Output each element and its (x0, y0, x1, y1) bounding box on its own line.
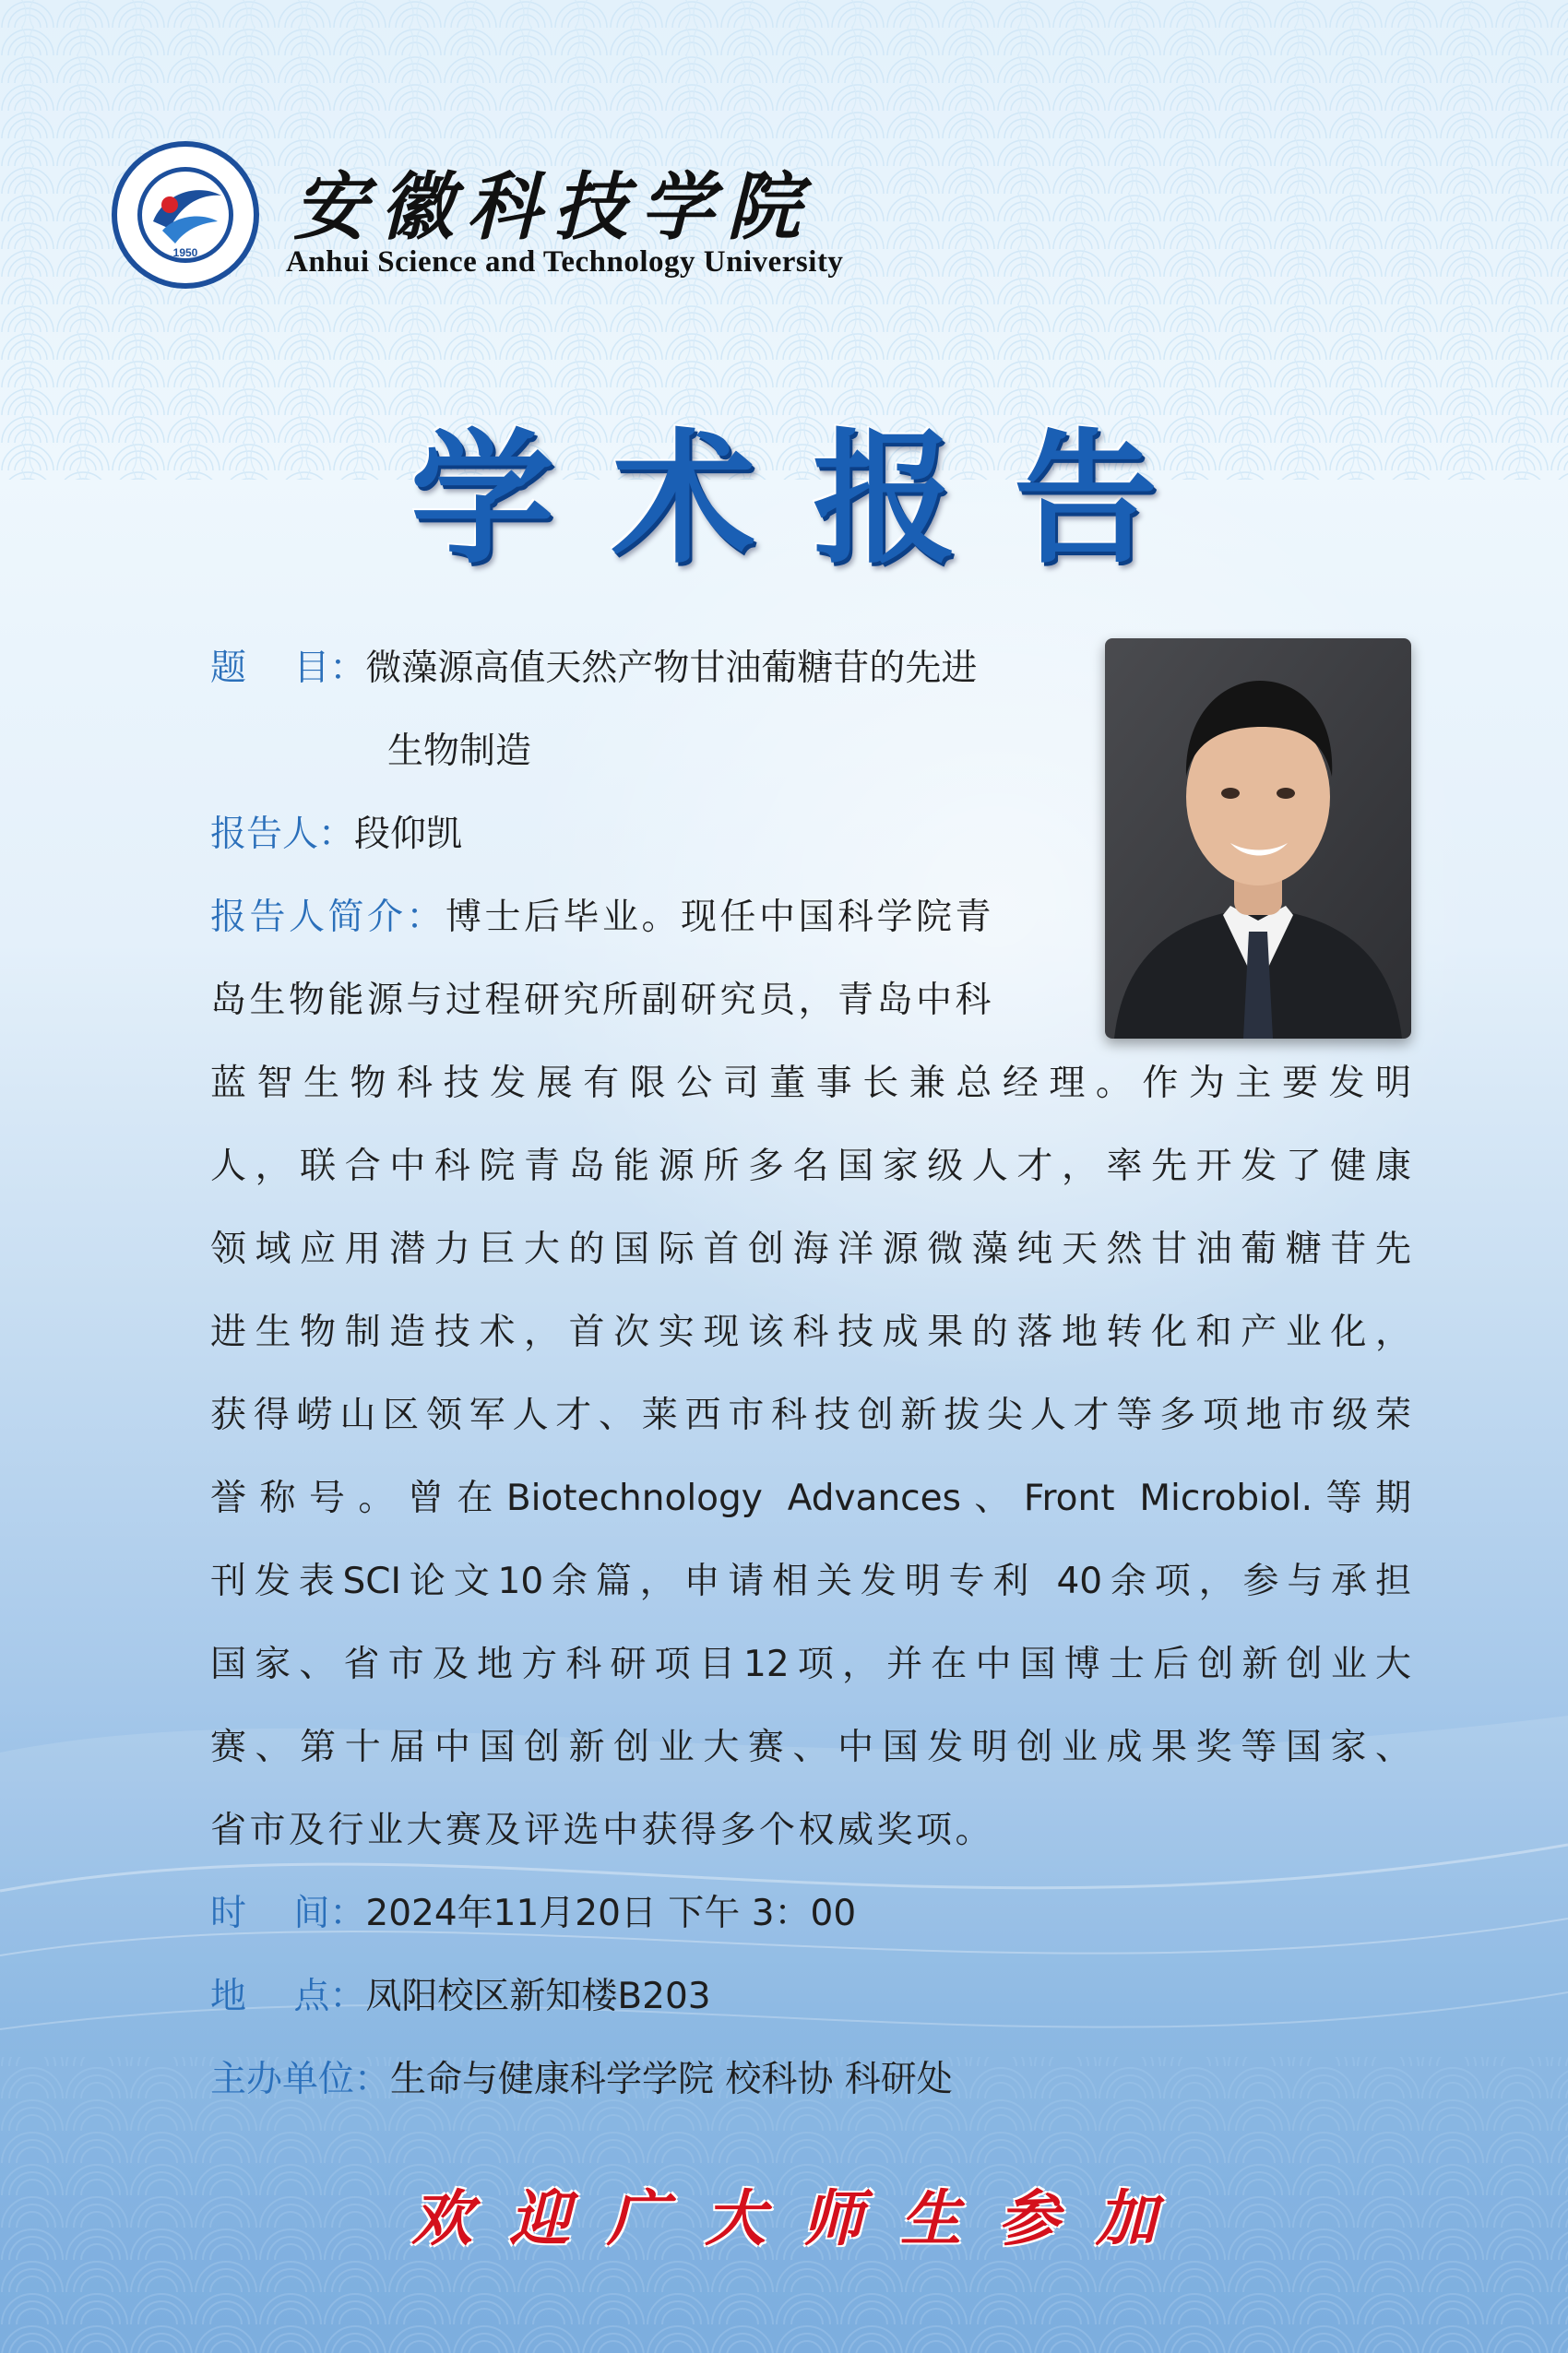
bio-label: 报告人简介： (210, 897, 446, 938)
place-value: 凤阳校区新知楼B203 (365, 1976, 711, 2017)
host-value: 生命与健康科学学院 校科协 科研处 (390, 2059, 953, 2100)
bio-line-2: 岛生物能源与过程研究所副研究员，青岛中科 (210, 980, 995, 1021)
bio-line-1: 博士后毕业。现任中国科学院青 (445, 897, 995, 938)
host-row (210, 2038, 953, 2121)
speaker-photo (1105, 638, 1411, 1039)
bio-line-10: 国家、省市及地方科研项目12项，并在中国博士后创新创业大 (210, 1644, 1411, 1685)
svg-text:1950: 1950 (172, 246, 198, 259)
host-label: 主办单位： (210, 2059, 391, 2100)
bio-line-11: 赛、第十届中国创新创业大赛、中国发明创业成果奖等国家、 (210, 1727, 1411, 1768)
bio-row (210, 876, 994, 959)
bio-line-4: 人，联合中科院青岛能源所多名国家级人才，率先开发了健康 (210, 1146, 1411, 1187)
topic-value-line1: 微藻源高值天然产物甘油葡糖苷的先进 (365, 648, 978, 689)
welcome-banner: 欢迎广大师生参加 (411, 2182, 1194, 2254)
page-title: 学术报告 (410, 414, 1215, 583)
speaker-name: 段仰凯 (354, 814, 463, 855)
bio-line-12: 省市及行业大赛及评选中获得多个权威奖项。 (210, 1810, 995, 1851)
bio-line-6: 进生物制造技术，首次实现该科技成果的落地转化和产业化， (210, 1312, 1411, 1353)
time-label: 时 间： (210, 1893, 366, 1934)
speaker-row (210, 793, 462, 876)
bio-line-3: 蓝智生物科技发展有限公司董事长兼总经理。作为主要发明 (210, 1063, 1411, 1104)
topic-label: 题 目： (210, 648, 366, 689)
university-name-en: Anhui Science and Technology University (286, 245, 844, 279)
topic-row-2 (387, 710, 531, 793)
bio-line-7: 获得崂山区领军人才、莱西市科技创新拔尖人才等多项地市级荣 (210, 1395, 1411, 1436)
speaker-label: 报告人： (210, 814, 355, 855)
time-value: 2024年11月20日 下午 3：00 (365, 1893, 857, 1934)
university-name-cn: 安徽科技学院 (293, 163, 814, 250)
topic-value-line2: 生物制造 (387, 731, 532, 772)
bio-line-9: 刊发表SCI论文10余篇，申请相关发明专利 40余项，参与承担 (210, 1561, 1411, 1602)
bio-line-8: 誉称号。曾在Biotechnology Advances、Front Microbiol.等期 (210, 1478, 1411, 1519)
place-row (210, 1955, 711, 2038)
time-row (210, 1872, 856, 1955)
topic-row (210, 627, 977, 710)
bio-line-5: 领域应用潜力巨大的国际首创海洋源微藻纯天然甘油葡糖苷先 (210, 1229, 1411, 1270)
university-logo (109, 138, 262, 291)
place-label: 地 点： (210, 1976, 366, 2017)
